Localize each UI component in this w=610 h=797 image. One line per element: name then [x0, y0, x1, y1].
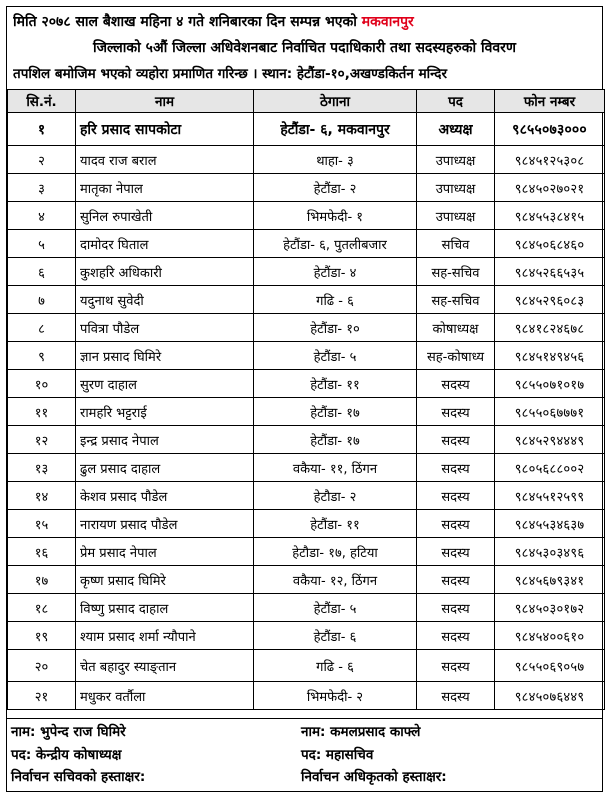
header-line-1	[13, 9, 596, 35]
cell-phone: ९८०५६८८००२	[495, 454, 605, 482]
cell-phone: ९८४५४००६१०	[495, 622, 605, 650]
cell-sn: १३	[8, 454, 76, 482]
cell-name: हरि प्रसाद सापकोटा	[76, 113, 254, 146]
document-header	[7, 7, 602, 89]
cell-name: कृष्ण प्रसाद घिमिरे	[76, 566, 254, 594]
table-row	[8, 510, 605, 538]
cell-phone: ९८४५५१२५९९	[495, 482, 605, 510]
header-line-1-text: मिति २०७८ साल बैशाख महिना ४ गते शनिबारका दिन सम्पन्न भएको	[13, 14, 362, 30]
table-row	[8, 650, 605, 682]
col-header-name: नाम	[76, 90, 254, 113]
cell-name: मधुकर वर्तौला	[76, 682, 254, 710]
cell-post: अध्यक्ष	[417, 113, 495, 146]
cell-name: यदुनाथ सुवेदी	[76, 286, 254, 314]
signature-footer	[7, 718, 602, 791]
footer-post-row	[11, 744, 598, 766]
cell-sn: ५	[8, 230, 76, 258]
officials-table	[7, 89, 605, 710]
cell-post: सदस्य	[417, 682, 495, 710]
cell-name: ज्ञान प्रसाद घिमिरे	[76, 342, 254, 370]
cell-post: सह-सचिव	[417, 258, 495, 286]
table-row	[8, 286, 605, 314]
cell-name: पवित्रा पौडेल	[76, 314, 254, 342]
cell-address: हेटौंडा- ११	[254, 510, 417, 538]
cell-sn: ४	[8, 202, 76, 230]
header-line-2: जिल्लाको ५औं जिल्ला अधिवेशनबाट निर्वाचित पदाधिकारी तथा सदस्यहरुको विवरण	[92, 40, 517, 56]
cell-name: केशव प्रसाद पौडेल	[76, 482, 254, 510]
cell-phone: ९८४५०७६४४९	[495, 682, 605, 710]
cell-address: हेटौंडा- १०	[254, 314, 417, 342]
cell-sn: ६	[8, 258, 76, 286]
table-row	[8, 398, 605, 426]
cell-address: हेटौंडा- १७	[254, 398, 417, 426]
cell-post: सदस्य	[417, 510, 495, 538]
table-row	[8, 622, 605, 650]
cell-name: दामोदर घिताल	[76, 230, 254, 258]
cell-post: सदस्य	[417, 538, 495, 566]
table-row	[8, 538, 605, 566]
cell-name: सुनिल रुपाखेती	[76, 202, 254, 230]
cell-address: हेटौंडा- ५	[254, 342, 417, 370]
table-row	[8, 258, 605, 286]
table-row	[8, 230, 605, 258]
cell-sn: २०	[8, 650, 76, 682]
table-header-row	[8, 90, 605, 113]
cell-post: सचिव	[417, 230, 495, 258]
cell-address: हेटौंडा- ६, मकवानपुर	[254, 113, 417, 146]
header-line-3: तपशिल बमोजिम भएको व्यहोरा प्रमाणित गरिन्छ । स्थान: हेटौंडा-१०,अखण्डकिर्तन मन्दिर	[13, 66, 447, 82]
cell-sn: २१	[8, 682, 76, 710]
cell-post: सदस्य	[417, 482, 495, 510]
cell-address: गढि - ६	[254, 286, 417, 314]
cell-name: प्रेम प्रसाद नेपाल	[76, 538, 254, 566]
cell-phone: ९८४५३०३४९६	[495, 538, 605, 566]
table-row	[8, 113, 605, 146]
cell-post: सह-सचिव	[417, 286, 495, 314]
cell-address: हेटौंडा- ४	[254, 258, 417, 286]
cell-post: सदस्य	[417, 426, 495, 454]
cell-address: भिमफेदी- १	[254, 202, 417, 230]
footer-sign-row	[11, 766, 598, 788]
document-sheet	[6, 6, 603, 792]
cell-address: हेटौंडा- २	[254, 174, 417, 202]
cell-sn: १०	[8, 370, 76, 398]
cell-name: यादव राज बराल	[76, 146, 254, 174]
table-row	[8, 202, 605, 230]
cell-name: श्याम प्रसाद शर्मा न्यौपाने	[76, 622, 254, 650]
col-header-phone: फोन नम्बर	[495, 90, 605, 113]
table-row	[8, 370, 605, 398]
cell-phone: ९८४५०३०१७२	[495, 594, 605, 622]
cell-name: रामहरि भट्टराई	[76, 398, 254, 426]
table-row	[8, 174, 605, 202]
cell-post: उपाध्यक्ष	[417, 174, 495, 202]
cell-phone: ९८४५२९६०८३	[495, 286, 605, 314]
cell-post: सदस्य	[417, 650, 495, 682]
cell-name: नारायण प्रसाद पौडेल	[76, 510, 254, 538]
cell-address: वकैया- १२, ठिंगन	[254, 566, 417, 594]
cell-name: विष्णु प्रसाद दाहाल	[76, 594, 254, 622]
col-header-sn: सि.नं.	[8, 90, 76, 113]
col-header-post: पद	[417, 90, 495, 113]
cell-sn: १६	[8, 538, 76, 566]
cell-address: हेटौंडा- ५	[254, 594, 417, 622]
cell-phone: ९८४५६७९३४१	[495, 566, 605, 594]
cell-phone: ९८४१८२४६७८	[495, 314, 605, 342]
officer-signature-label: निर्वाचन अधिकृतको हस्ताक्षर:	[301, 769, 447, 785]
cell-phone: ९८५५०६७७७१	[495, 398, 605, 426]
cell-phone: ९८४५२९४४४९	[495, 426, 605, 454]
cell-phone: ९८५५०७१०१७	[495, 370, 605, 398]
cell-address: वकैया- ११, ठिंगन	[254, 454, 417, 482]
cell-sn: ११	[8, 398, 76, 426]
table-row	[8, 426, 605, 454]
table-row	[8, 594, 605, 622]
cell-post: सह-कोषाध्य	[417, 342, 495, 370]
cell-name: कुशहरि अधिकारी	[76, 258, 254, 286]
cell-phone: ९८४५२६६५३५	[495, 258, 605, 286]
cell-sn: ७	[8, 286, 76, 314]
cell-sn: १८	[8, 594, 76, 622]
cell-address: हेटौडा- २	[254, 482, 417, 510]
cell-sn: १	[8, 113, 76, 146]
cell-name: मातृका नेपाल	[76, 174, 254, 202]
cell-sn: २	[8, 146, 76, 174]
cell-post: उपाध्यक्ष	[417, 202, 495, 230]
cell-name: ढुल प्रसाद दाहाल	[76, 454, 254, 482]
table-row	[8, 314, 605, 342]
table-row	[8, 146, 605, 174]
cell-phone: ९८४५०२७०२१	[495, 174, 605, 202]
cell-sn: १५	[8, 510, 76, 538]
cell-sn: १७	[8, 566, 76, 594]
table-row	[8, 454, 605, 482]
cell-post: सदस्य	[417, 370, 495, 398]
officer-post: पद: महासचिव	[301, 747, 374, 763]
cell-phone: ९८४५१२५३०८	[495, 146, 605, 174]
table-row	[8, 482, 605, 510]
secretary-name: नाम: भुपेन्द राज घिमिरे	[11, 724, 126, 740]
cell-address: गढि - ६	[254, 650, 417, 682]
col-header-address: ठेगाना	[254, 90, 417, 113]
cell-address: थाहा- ३	[254, 146, 417, 174]
cell-post: सदस्य	[417, 398, 495, 426]
cell-phone: ९८४५०६८४६०	[495, 230, 605, 258]
officer-name: नाम: कमलप्रसाद काफ्ले	[301, 724, 421, 740]
cell-name: इन्द्र प्रसाद नेपाल	[76, 426, 254, 454]
district-name: मकवानपुर	[361, 14, 414, 30]
table-row	[8, 342, 605, 370]
footer-name-row	[11, 721, 598, 743]
secretary-post: पद: केन्द्रीय कोषाध्यक्ष	[11, 747, 122, 763]
cell-phone: ९८४५५३४६३७	[495, 510, 605, 538]
cell-name: सुरण दाहाल	[76, 370, 254, 398]
cell-phone: ९८५५०६९०५७	[495, 650, 605, 682]
cell-post: सदस्य	[417, 454, 495, 482]
cell-sn: १४	[8, 482, 76, 510]
cell-sn: ८	[8, 314, 76, 342]
secretary-signature-label: निर्वाचन सचिवको हस्ताक्षर:	[11, 769, 146, 785]
cell-post: सदस्य	[417, 594, 495, 622]
cell-phone: ९८४५५३८४१५	[495, 202, 605, 230]
cell-sn: १२	[8, 426, 76, 454]
cell-address: हेटौंडा- ६	[254, 622, 417, 650]
cell-sn: ३	[8, 174, 76, 202]
cell-sn: ९	[8, 342, 76, 370]
cell-phone: ९८५५०७३०००	[495, 113, 605, 146]
cell-post: उपाध्यक्ष	[417, 146, 495, 174]
cell-phone: ९८४५१४९४५६	[495, 342, 605, 370]
table-row	[8, 566, 605, 594]
table-row	[8, 682, 605, 710]
cell-post: सदस्य	[417, 566, 495, 594]
cell-address: हेटौंडा- ११	[254, 370, 417, 398]
cell-post: कोषाध्यक्ष	[417, 314, 495, 342]
cell-name: चेत बहादुर स्याङ्तान	[76, 650, 254, 682]
cell-address: हेटौंडा- १७	[254, 426, 417, 454]
cell-sn: १९	[8, 622, 76, 650]
cell-address: हेटौंडा- ६, पुतलीबजार	[254, 230, 417, 258]
cell-address: भिमफेदी- २	[254, 682, 417, 710]
cell-post: सदस्य	[417, 622, 495, 650]
cell-address: हेटौडा- १७, हटिया	[254, 538, 417, 566]
